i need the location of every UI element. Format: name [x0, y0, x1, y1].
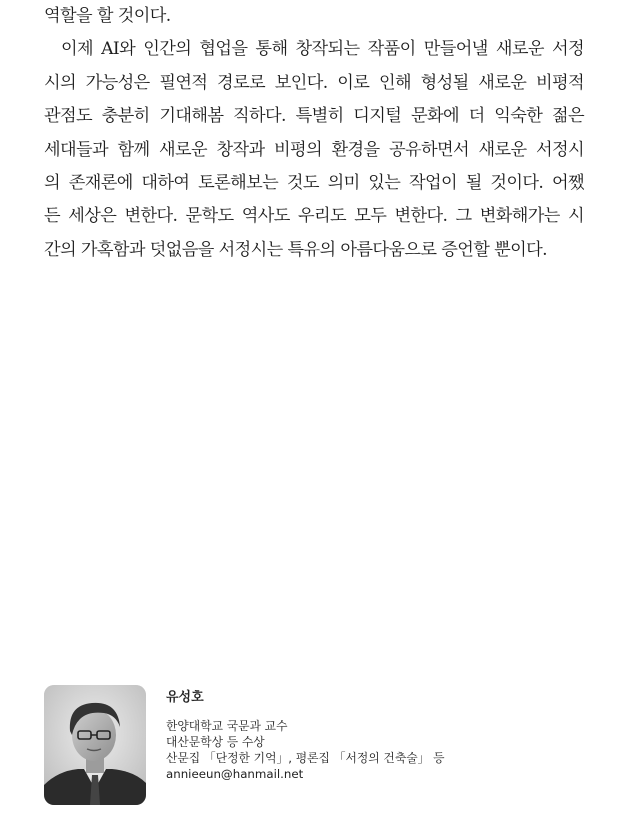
author-photo: [44, 685, 146, 805]
author-info: [166, 685, 445, 782]
author-email: annieeun@hanmail.net: [166, 767, 304, 781]
author-bio: [44, 685, 584, 805]
paragraph-line: 간의 가혹함과 덧없음을 서정시는 특유의 아름다움으로 증언할 뿐이다.: [44, 239, 548, 260]
author-award: 대산문학상 등 수상: [166, 735, 265, 749]
paragraph-line: 역할을 할 것이다.: [44, 6, 171, 26]
paragraph-line: 든 세상은 변한다. 문학도 역사도 우리도 모두 변한다. 그 변화해가는 시: [44, 206, 584, 227]
author-name: 유성호: [166, 690, 204, 705]
paragraph-line: 이제 AI와 인간의 협업을 통해 창작되는 작품이 만들어낼 새로운 서정: [61, 39, 584, 60]
author-works: 산문집 「단정한 기억」, 평론집 「서정의 건축술」 등: [166, 751, 445, 765]
paragraph-line: 의 존재론에 대하여 토론해보는 것도 의미 있는 작업이 될 것이다. 어쨌: [44, 172, 584, 193]
paragraph-line: 관점도 충분히 기대해봄 직하다. 특별히 디지털 문화에 더 익숙한 젊은: [44, 106, 584, 127]
paragraph-line: 세대들과 함께 새로운 창작과 비평의 환경을 공유하면서 새로운 서정시: [44, 139, 584, 160]
author-position: 한양대학교 국문과 교수: [166, 719, 288, 733]
article-body: [44, 0, 584, 267]
paragraph-line: 시의 가능성은 필연적 경로로 보인다. 이로 인해 형성될 새로운 비평적: [44, 72, 584, 93]
